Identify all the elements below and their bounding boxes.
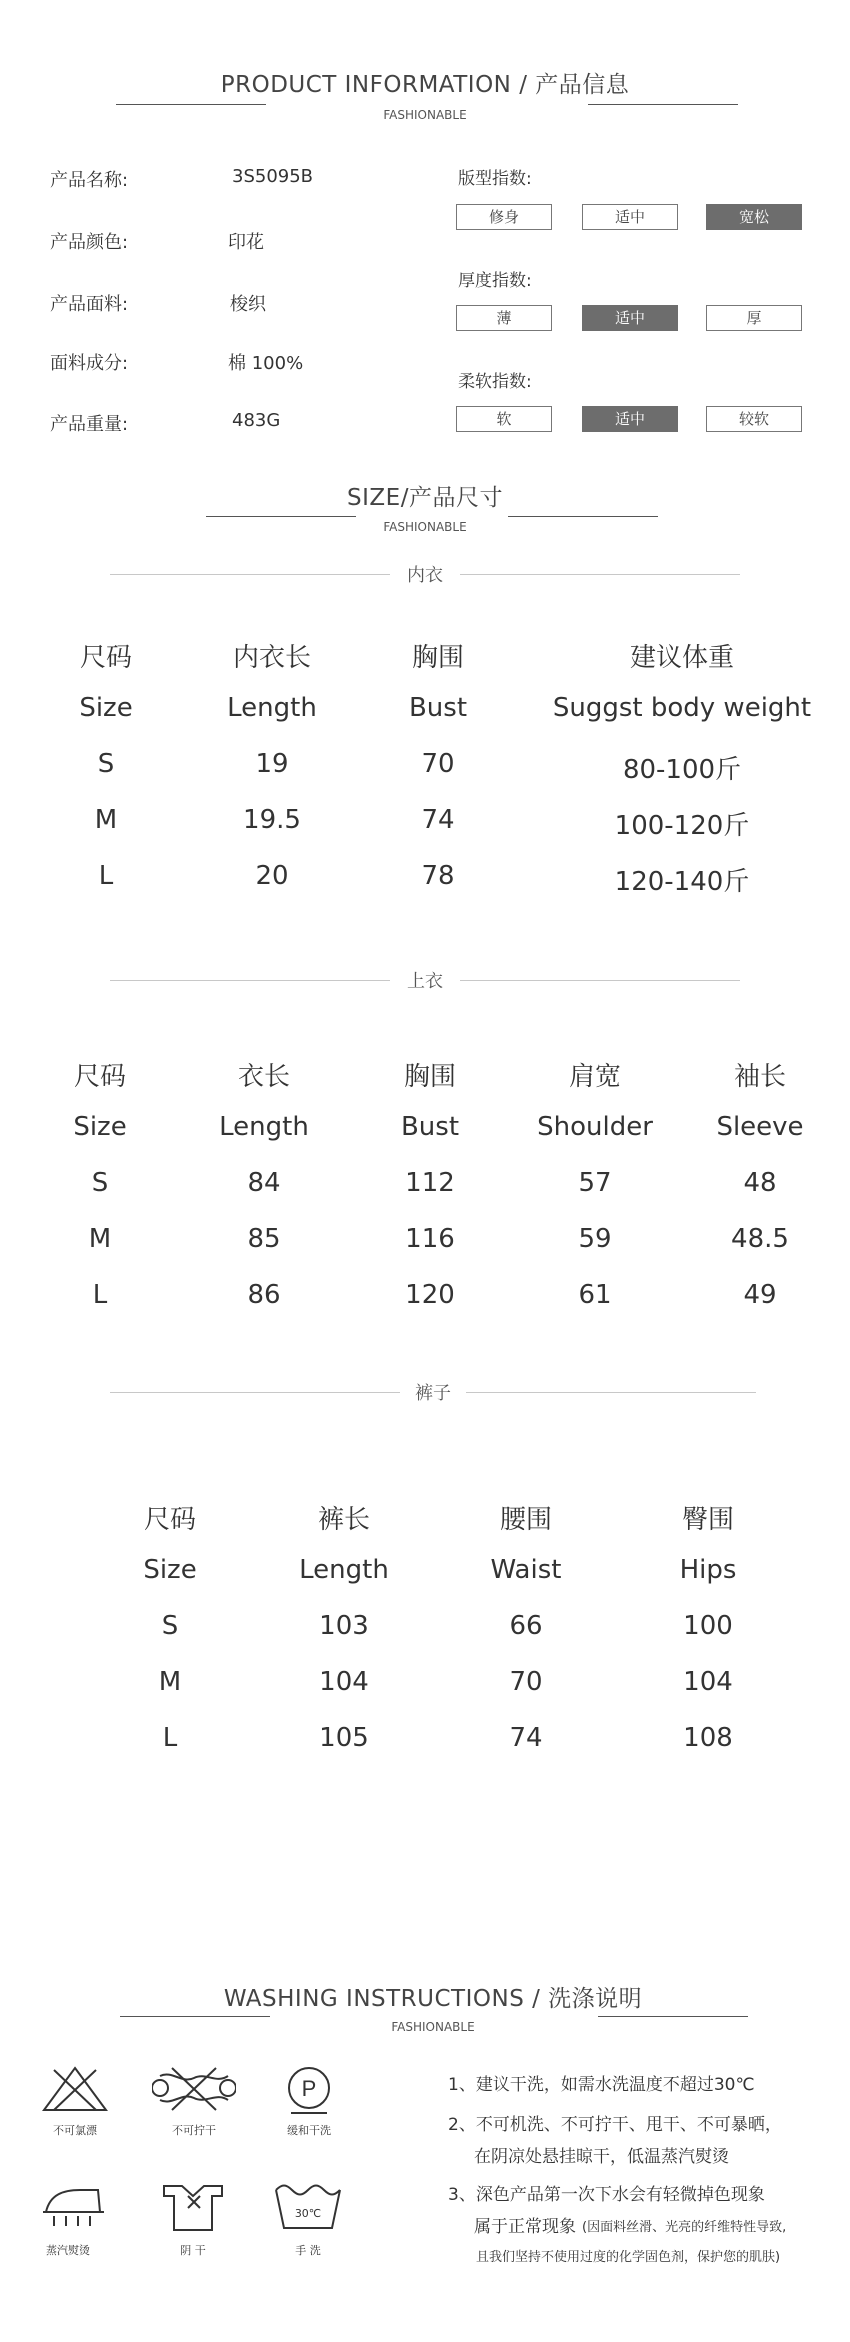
table-header-cn: 臀围 [681, 1505, 734, 1535]
table-header-cn: 胸围 [403, 1062, 456, 1092]
table-header-en: Shoulder [537, 1112, 653, 1142]
table-cell: 85 [247, 1224, 281, 1254]
info-label-fabric: 产品面料: [50, 294, 129, 315]
washing-note: 2、不可机洗、不可拧干、甩干、不可暴晒， [448, 2115, 782, 2135]
softness-index-title: 柔软指数: [458, 372, 532, 392]
steam-iron-icon [40, 2182, 110, 2234]
thickness-option-thin: 薄 [456, 305, 552, 331]
table-cell: M [88, 1224, 112, 1254]
table-header-en: Length [299, 1555, 389, 1585]
fit-index-title: 版型指数: [458, 169, 532, 189]
hand-wash-icon [272, 2182, 344, 2234]
info-label-name: 产品名称: [50, 170, 129, 191]
no-bleach-label: 不可氯漂 [53, 2124, 97, 2137]
no-wring-icon [152, 2066, 236, 2112]
table-cell: 84 [247, 1168, 281, 1198]
info-value-name: 3S5095B [232, 166, 314, 187]
table-header-en: Suggst body weight [552, 693, 812, 723]
washing-note-detail: 且我们坚持不使用过度的化学固色剂，保护您的肌肤) [476, 2250, 781, 2265]
washing-title: WASHING INSTRUCTIONS / 洗涤说明 [223, 1986, 643, 2012]
table-header-en: Length [219, 1112, 309, 1142]
table-cell: 100 [683, 1611, 733, 1641]
table-cell: 57 [578, 1168, 612, 1198]
table-cell: 20 [255, 861, 289, 891]
table-header-en: Sleeve [716, 1112, 804, 1142]
hand-wash-temp: 30℃ [294, 2207, 322, 2220]
table-cell: 48 [743, 1168, 777, 1198]
gentle-dry-clean-label: 缓和干洗 [287, 2124, 331, 2137]
table-header-en: Bust [408, 693, 468, 723]
product-info-title: PRODUCT INFORMATION / 产品信息 [220, 72, 630, 98]
table-header-en: Size [143, 1555, 197, 1585]
table-header-cn: 腰围 [499, 1505, 552, 1535]
table-cell: 66 [509, 1611, 543, 1641]
washing-note-detail: (因面料丝滑、光亮的纤维特性导致, [582, 2220, 787, 2235]
table-header-cn: 肩宽 [568, 1062, 621, 1092]
table-header-en: Hips [679, 1555, 737, 1585]
hang-dry-icon [160, 2182, 226, 2234]
table-header-cn: 尺码 [73, 1062, 126, 1092]
softness-option-softer: 较软 [706, 406, 802, 432]
table-cell: 104 [683, 1667, 733, 1697]
table-cell: 80-100斤 [622, 755, 742, 785]
softness-option-medium: 适中 [582, 406, 678, 432]
softness-option-soft: 软 [456, 406, 552, 432]
hand-wash-label: 手 洗 [295, 2244, 321, 2257]
table-cell: 59 [578, 1224, 612, 1254]
washing-note: 1、建议干洗，如需水洗温度不超过30℃ [448, 2075, 755, 2095]
washing-underline-left [120, 2016, 270, 2017]
info-label-color: 产品颜色: [50, 232, 129, 253]
table-cell: 19.5 [243, 805, 301, 835]
table-cell: 78 [421, 861, 455, 891]
table-cell: 104 [319, 1667, 369, 1697]
size-title: SIZE/产品尺寸 [347, 485, 503, 511]
table-cell: S [161, 1611, 179, 1641]
hang-dry-label: 阴 干 [180, 2244, 206, 2257]
table-cell: L [92, 1280, 108, 1310]
table-header-cn: 裤长 [317, 1505, 370, 1535]
table-cell: 105 [319, 1723, 369, 1753]
table-cell: 103 [319, 1611, 369, 1641]
info-label-composition: 面料成分: [50, 353, 129, 374]
svg-text:P: P [301, 2076, 317, 2101]
table-cell: 100-120斤 [614, 811, 750, 841]
table-header-cn: 尺码 [79, 643, 132, 673]
thickness-option-medium: 适中 [582, 305, 678, 331]
table-cell: 19 [255, 749, 289, 779]
washing-note: 3、深色产品第一次下水会有轻微掉色现象 [448, 2185, 765, 2205]
size-underline-right [508, 516, 658, 517]
table-cell: S [97, 749, 115, 779]
thickness-index-title: 厚度指数: [458, 271, 532, 291]
table-cell: 120-140斤 [614, 867, 750, 897]
info-value-fabric: 梭织 [230, 294, 266, 315]
table-cell: 49 [743, 1280, 777, 1310]
fit-option-loose: 宽松 [706, 204, 802, 230]
info-label-weight: 产品重量: [50, 414, 129, 435]
fit-option-regular: 适中 [582, 204, 678, 230]
table-header-en: Length [227, 693, 317, 723]
table-cell: M [94, 805, 118, 835]
table-cell: 86 [247, 1280, 281, 1310]
table-cell: 70 [509, 1667, 543, 1697]
table-cell: 48.5 [731, 1224, 789, 1254]
table-cell: 70 [421, 749, 455, 779]
thickness-option-thick: 厚 [706, 305, 802, 331]
gentle-dry-clean-icon [284, 2066, 334, 2116]
table-cell: 74 [421, 805, 455, 835]
table-header-en: Size [73, 1112, 127, 1142]
table-header-en: Bust [400, 1112, 460, 1142]
table-cell: L [98, 861, 114, 891]
washing-subtitle: FASHIONABLE [391, 2020, 475, 2034]
top-table-label: 上衣 [407, 971, 443, 992]
info-value-composition: 棉 100% [228, 353, 304, 374]
fit-option-slim: 修身 [456, 204, 552, 230]
info-value-weight: 483G [232, 410, 281, 431]
no-wring-label: 不可拧干 [172, 2124, 216, 2137]
table-cell: 120 [405, 1280, 455, 1310]
table-header-en: Size [79, 693, 133, 723]
table-cell: 108 [683, 1723, 733, 1753]
table-header-cn: 衣长 [237, 1062, 290, 1092]
size-underline-left [206, 516, 356, 517]
table-header-cn: 袖长 [733, 1062, 786, 1092]
table-cell: 116 [405, 1224, 455, 1254]
table-cell: S [91, 1168, 109, 1198]
table-header-en: Waist [490, 1555, 562, 1585]
title-underline-right [588, 104, 738, 105]
washing-note: 在阴凉处悬挂晾干，低温蒸汽熨烫 [474, 2147, 729, 2167]
title-underline-left [116, 104, 266, 105]
table-cell: 112 [405, 1168, 455, 1198]
table-cell: 74 [509, 1723, 543, 1753]
table-header-cn: 胸围 [411, 643, 464, 673]
product-info-subtitle: FASHIONABLE [383, 108, 467, 122]
table-header-cn: 建议体重 [629, 643, 734, 673]
table-header-cn: 内衣长 [232, 643, 311, 673]
no-bleach-icon [40, 2064, 110, 2114]
table-cell: M [158, 1667, 182, 1697]
info-value-color: 印花 [228, 232, 264, 253]
underwear-table-label: 内衣 [407, 565, 443, 586]
table-header-cn: 尺码 [143, 1505, 196, 1535]
pants-table-label: 裤子 [415, 1383, 451, 1404]
table-cell: 61 [578, 1280, 612, 1310]
washing-underline-right [598, 2016, 748, 2017]
table-cell: L [162, 1723, 178, 1753]
steam-iron-label: 蒸汽熨烫 [46, 2244, 90, 2257]
size-subtitle: FASHIONABLE [383, 520, 467, 534]
washing-note: 属于正常现象 [474, 2217, 576, 2237]
